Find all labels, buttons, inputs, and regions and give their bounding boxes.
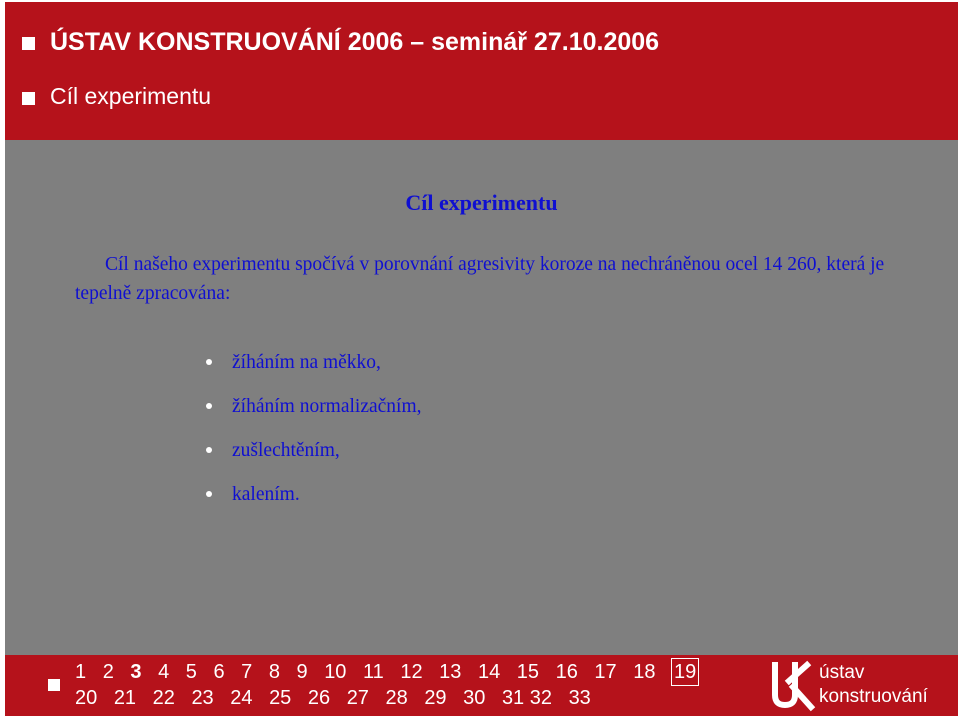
list-item-text: zušlechtěním, xyxy=(232,440,340,461)
bullet-dot-icon xyxy=(206,359,212,365)
page-link-11[interactable]: 11 xyxy=(363,661,384,683)
list-item xyxy=(205,482,422,526)
bullet-dot-icon xyxy=(206,491,212,497)
page-link-1[interactable]: 1 xyxy=(75,661,87,683)
logo-line-2: konstruování xyxy=(819,686,928,707)
list-item-text: žíháním na měkko, xyxy=(232,352,381,373)
page-link-31[interactable]: 31 xyxy=(501,687,525,709)
page-link-30[interactable]: 30 xyxy=(463,687,486,709)
page-link-15[interactable]: 15 xyxy=(516,661,540,683)
page-nav-row-1 xyxy=(75,659,755,685)
slide-footer xyxy=(5,655,958,716)
page-link-13[interactable]: 13 xyxy=(439,661,462,683)
page-link-16[interactable]: 16 xyxy=(555,661,578,683)
page-link-22[interactable]: 22 xyxy=(152,687,175,709)
list-item-text: kalením. xyxy=(232,484,300,505)
page-link-21[interactable]: 21 xyxy=(113,687,137,709)
page-link-14[interactable]: 14 xyxy=(477,661,501,683)
institute-logo[interactable] xyxy=(771,659,955,713)
square-bullet-icon xyxy=(22,92,35,105)
page-link-25[interactable]: 25 xyxy=(269,687,292,709)
page-link-29[interactable]: 29 xyxy=(424,687,447,709)
list-item-text: žíháním normalizačním, xyxy=(232,396,422,417)
page-link-17[interactable]: 17 xyxy=(594,661,617,683)
bullet-dot-icon xyxy=(206,403,212,409)
list-item xyxy=(205,394,422,438)
page-link-4[interactable]: 4 xyxy=(158,661,170,683)
slide-content xyxy=(5,140,958,655)
treatment-list xyxy=(205,350,422,526)
page-nav-row-2 xyxy=(75,685,755,711)
page-link-32[interactable]: 32 xyxy=(529,687,552,709)
page-link-10[interactable]: 10 xyxy=(324,661,347,683)
page-link-2[interactable]: 2 xyxy=(102,661,114,683)
header-subtitle xyxy=(50,83,211,110)
page-link-23[interactable]: 23 xyxy=(191,687,214,709)
logo-text xyxy=(819,661,928,709)
logo-line-1: ústav xyxy=(819,662,865,683)
page-link-24[interactable]: 24 xyxy=(230,687,253,709)
page-link-18[interactable]: 18 xyxy=(633,661,656,683)
list-item xyxy=(205,438,422,482)
page-link-26[interactable]: 26 xyxy=(307,687,331,709)
slide-header xyxy=(5,2,958,140)
page-link-5[interactable]: 5 xyxy=(185,661,197,683)
list-item xyxy=(205,350,422,394)
page-link-8[interactable]: 8 xyxy=(268,661,280,683)
header-subtitle-text: Cíl experimentu xyxy=(50,83,212,109)
page-navigation xyxy=(75,659,755,711)
page-link-28[interactable]: 28 xyxy=(385,687,408,709)
bullet-dot-icon xyxy=(206,447,212,453)
page-link-20[interactable]: 20 xyxy=(75,687,98,709)
page-link-19[interactable]: 19 xyxy=(674,661,697,683)
content-paragraph: Cíl našeho experimentu spočívá v porovnání agresivity koroze na nechráněnou ocel 14 260, která je tepelně zpracována: xyxy=(75,254,885,304)
uk-monogram-icon xyxy=(771,659,817,713)
page-link-27[interactable]: 27 xyxy=(346,687,369,709)
content-title: Cíl experimentu xyxy=(405,190,558,215)
page-link-6[interactable]: 6 xyxy=(213,661,225,683)
header-title xyxy=(50,28,659,57)
header-title-text: ÚSTAV KONSTRUOVÁNÍ 2006 – seminář 27.10.2006 xyxy=(50,28,660,56)
page-link-33[interactable]: 33 xyxy=(568,687,591,709)
square-bullet-icon xyxy=(48,679,60,691)
page-link-12[interactable]: 12 xyxy=(400,661,423,683)
page-link-9[interactable]: 9 xyxy=(296,661,308,683)
page-link-3[interactable]: 3 xyxy=(130,661,142,683)
square-bullet-icon xyxy=(22,37,35,50)
page-link-7[interactable]: 7 xyxy=(241,661,253,683)
